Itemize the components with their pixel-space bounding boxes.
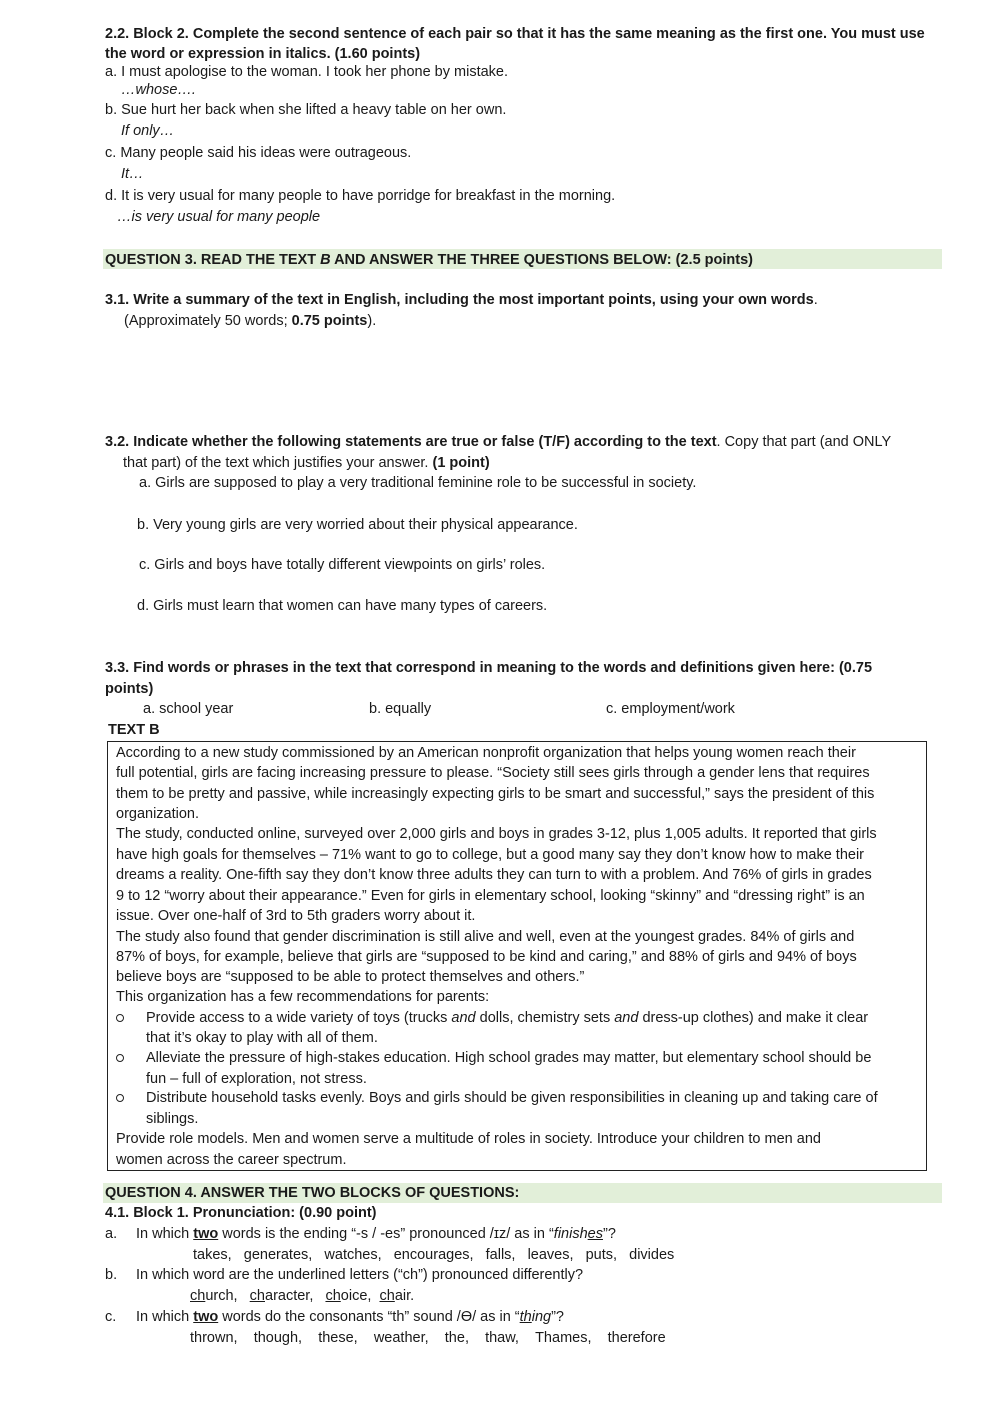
pronunciation-b-letter: b. <box>105 1267 118 1283</box>
text-b-line: The study, conducted online, surveyed over 2,000 girls and boys in grades 3-12, plus 1,005 adults. It reported that girls <box>116 826 877 842</box>
recommendation-toys: Provide access to a wide variety of toys (trucks and dolls, chemistry sets and dress-up clothes) and make it clear <box>146 1010 869 1026</box>
question3-header: QUESTION 3. READ THE TEXT B AND ANSWER THE THREE QUESTIONS BELOW: (2.5 points) <box>105 252 753 268</box>
bullet-circle-icon <box>116 1094 124 1102</box>
pronunciation-c-question: In which two words do the consonants “th” sound /Ɵ/ as in “thing”? <box>136 1309 564 1325</box>
block2-item-a-prompt: …whose…. <box>121 82 196 98</box>
text-b-line: full potential, girls are facing increasing pressure to please. “Society still sees girls through a gender lens that requires <box>116 765 870 781</box>
q31-word-count: (Approximately 50 words; 0.75 points). <box>124 313 377 329</box>
block2-item-c: c. Many people said his ideas were outrageous. <box>105 145 412 161</box>
text-b-line: them to be pretty and passive, while increasingly expecting girls to be smart and successful,” says the president of this <box>116 786 875 802</box>
block2-heading-line1: 2.2. Block 2. Complete the second sentence of each pair so that it has the same meaning as the first one. You must use <box>105 26 925 42</box>
text-b-line: issue. Over one-half of 3rd to 5th graders worry about it. <box>116 908 476 924</box>
text-b-line: 9 to 12 “worry about their appearance.” Even for girls in elementary school, looking “skinny” and “dressing right” is an <box>116 888 865 904</box>
text-b-closing-line2: women across the career spectrum. <box>116 1152 347 1168</box>
q32-statement-b: b. Very young girls are very worried about their physical appearance. <box>137 517 578 533</box>
q32-statement-c: c. Girls and boys have totally different viewpoints on girls’ roles. <box>139 557 546 573</box>
q32-statement-d: d. Girls must learn that women can have many types of careers. <box>137 598 548 614</box>
pronunciation-c-words: thrown, though, these, weather, the, thaw, Thames, therefore <box>190 1330 666 1346</box>
text-b-line: have high goals for themselves – 71% want to go to college, but a good many say they don’t know how to make their <box>116 847 864 863</box>
q32-statement-a: a. Girls are supposed to play a very traditional feminine role to be successful in society. <box>139 475 697 491</box>
q32-instruction: 3.2. Indicate whether the following statements are true or false (T/F) according to the text. Copy that part (and ONLY <box>105 434 892 450</box>
q33-term-a: a. school year <box>143 701 234 717</box>
block2-item-d-prompt: …is very usual for many people <box>117 209 321 225</box>
block1-pronunciation-title: 4.1. Block 1. Pronunciation: (0.90 point) <box>105 1205 377 1221</box>
block2-item-c-prompt: It… <box>121 166 144 182</box>
pronunciation-a-question: In which two words is the ending “-s / -es” pronounced /ɪz/ as in “finishes”? <box>136 1226 616 1242</box>
recommendation-household: Distribute household tasks evenly. Boys and girls should be given responsibilities in cleaning up and taking care of <box>146 1090 878 1106</box>
q33-instruction-line2: points) <box>105 681 154 697</box>
text-b-title: TEXT B <box>108 722 160 738</box>
pronunciation-a-letter: a. <box>105 1226 118 1242</box>
block2-item-b: b. Sue hurt her back when she lifted a heavy table on her own. <box>105 102 507 118</box>
pronunciation-a-words: takes, generates, watches, encourages, falls, leaves, puts, divides <box>193 1247 675 1263</box>
text-b-line: believe boys are “supposed to be able to protect themselves and others.” <box>116 969 585 985</box>
bullet-circle-icon <box>116 1014 124 1022</box>
block2-item-d: d. It is very usual for many people to have porridge for breakfast in the morning. <box>105 188 616 204</box>
q31-instruction: 3.1. Write a summary of the text in English, including the most important points, using your own words. <box>105 292 818 308</box>
pronunciation-c-letter: c. <box>105 1309 117 1325</box>
text-b-line: dreams a reality. One-fifth say they don’t know three adults they can turn to with a problem. And 76% of girls in grades <box>116 867 872 883</box>
text-b-line: The study also found that gender discrimination is still alive and well, even at the youngest grades. 84% of girls and <box>116 929 855 945</box>
recommendation-education: Alleviate the pressure of high-stakes education. High school grades may matter, but elementary school should be <box>146 1050 872 1066</box>
pronunciation-b-question: In which word are the underlined letters (“ch”) pronounced differently? <box>136 1267 584 1283</box>
q32-instruction-line2: that part) of the text which justifies your answer. (1 point) <box>123 455 490 471</box>
block2-heading-line2: the word or expression in italics. (1.60 points) <box>105 46 421 62</box>
text-b-line: According to a new study commissioned by an American nonprofit organization that helps young women reach their <box>116 745 856 761</box>
text-b-line: This organization has a few recommendations for parents: <box>116 989 490 1005</box>
text-b-line: 87% of boys, for example, believe that girls are “supposed to be kind and caring,” and 88% of girls and 94% of boys <box>116 949 857 965</box>
block2-item-b-prompt: If only… <box>121 123 175 139</box>
recommendation-toys-line2: that it’s okay to play with all of them. <box>146 1030 378 1046</box>
q33-term-b: b. equally <box>369 701 432 717</box>
bullet-circle-icon <box>116 1054 124 1062</box>
q33-instruction: 3.3. Find words or phrases in the text that correspond in meaning to the words and definitions given here: (0.75 <box>105 660 873 676</box>
question4-header: QUESTION 4. ANSWER THE TWO BLOCKS OF QUESTIONS: <box>105 1185 520 1201</box>
recommendation-education-line2: fun – full of exploration, not stress. <box>146 1071 367 1087</box>
text-b-closing: Provide role models. Men and women serve a multitude of roles in society. Introduce your children to men and <box>116 1131 821 1147</box>
text-b-line: organization. <box>116 806 200 822</box>
q33-term-c: c. employment/work <box>606 701 735 717</box>
block2-item-a: a. I must apologise to the woman. I took her phone by mistake. <box>105 64 509 80</box>
pronunciation-b-words: church, character, choice, chair. <box>190 1288 415 1304</box>
recommendation-household-line2: siblings. <box>146 1111 199 1127</box>
